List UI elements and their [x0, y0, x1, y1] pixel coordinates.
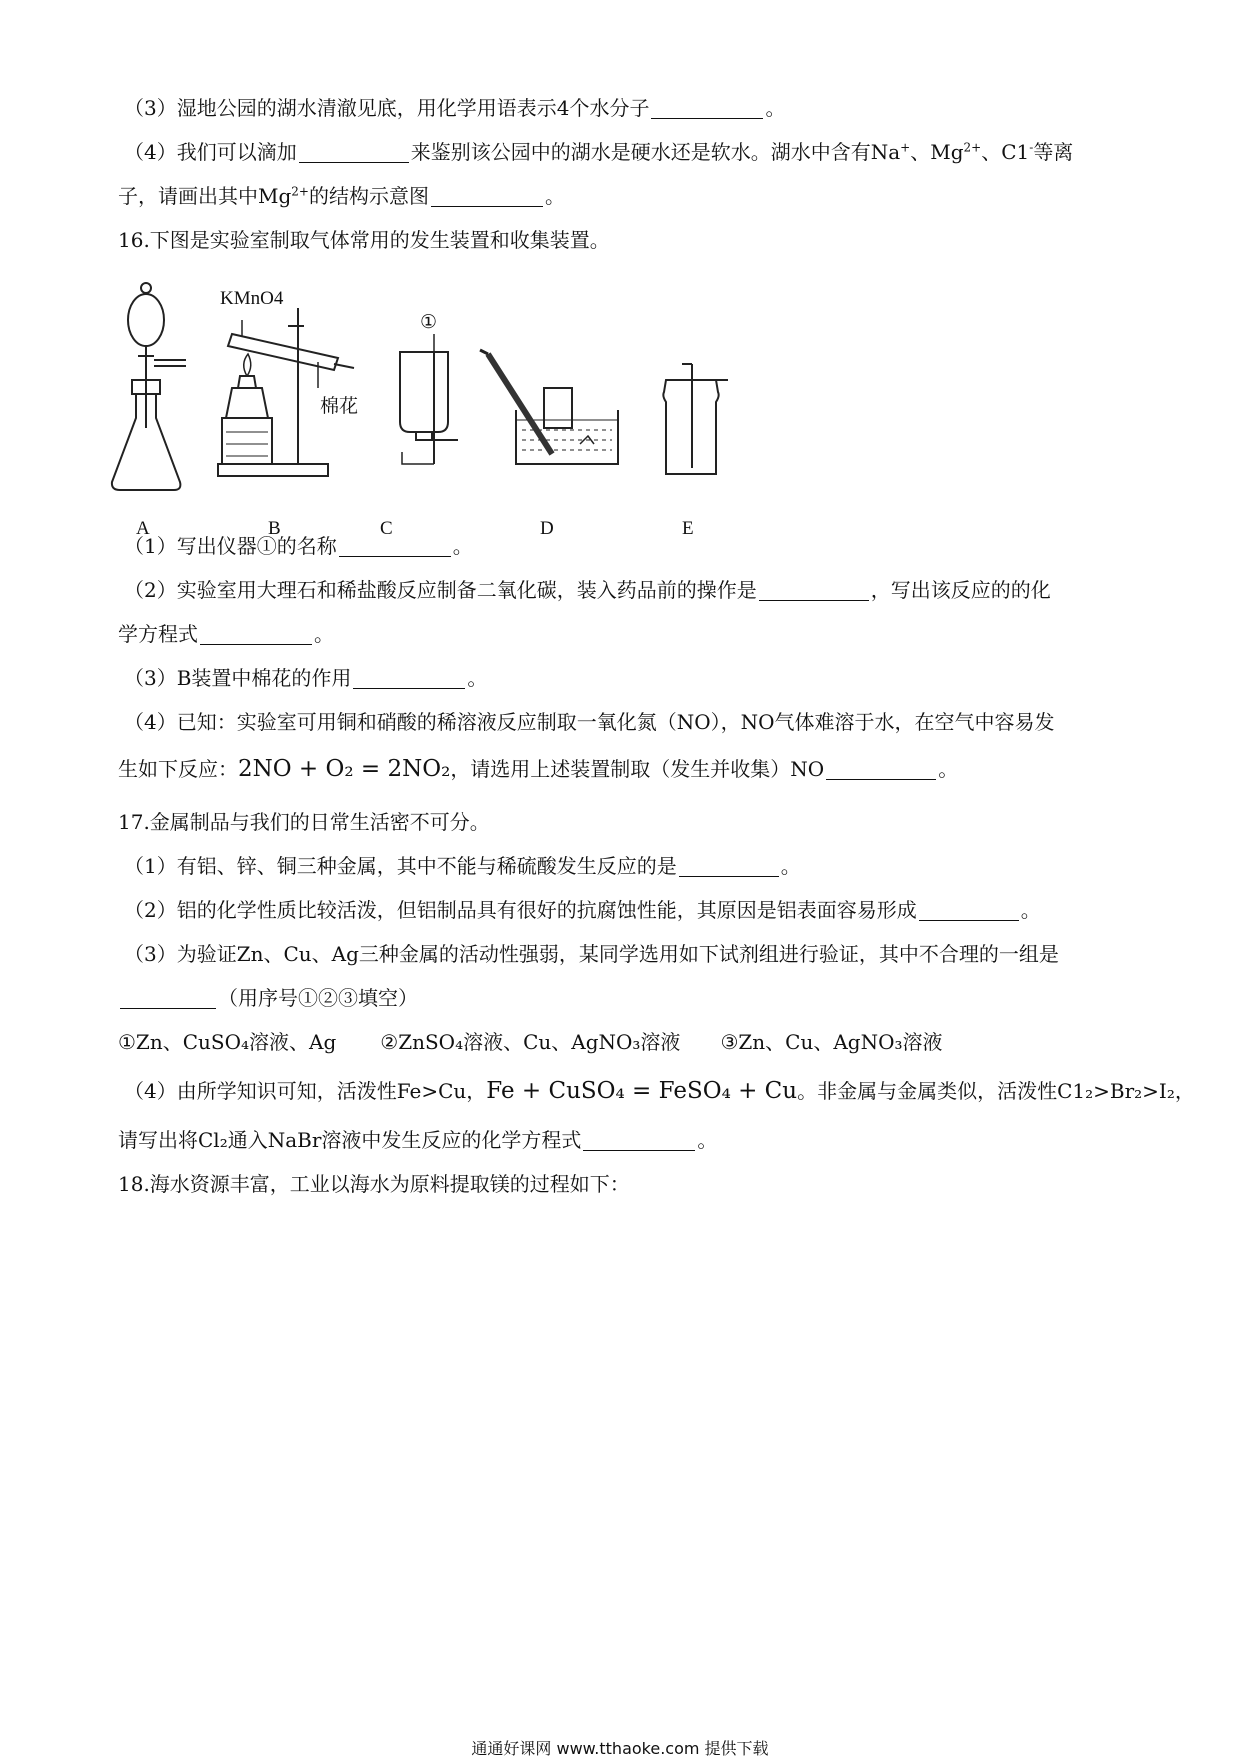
q16-part4-end: 。 [938, 757, 959, 781]
cotton-label: 棉花 [320, 396, 359, 417]
answer-blank[interactable] [299, 142, 409, 163]
kmno4-label: KMnO4 [220, 288, 284, 309]
q17-part4-end: 。 [697, 1128, 718, 1152]
apparatus-e [663, 364, 728, 474]
fe-cuso4-equation: Fe + CuSO₄ = FeSO₄ + Cu [486, 1078, 798, 1104]
ion-cl-charge: - [1029, 140, 1034, 155]
q17-part3-text: （用序号①②③填空） [218, 986, 418, 1010]
q16-part2-text-a: （2）实验室用大理石和稀盐酸反应制备二氧化碳，装入药品前的操作是 [124, 578, 757, 602]
ion-na: Na [870, 140, 901, 164]
label-e: E [682, 518, 694, 539]
option-2: ②ZnSO₄溶液、Cu、AgNO₃溶液 [380, 1030, 681, 1054]
q18-title: 18.海水资源丰富，工业以海水为原料提取镁的过程如下： [118, 1172, 630, 1196]
q16-part1-end: 。 [452, 534, 473, 558]
q17-part4-line1 [124, 1080, 1195, 1103]
apparatus-a [112, 283, 186, 490]
q15-part4-end: 。 [544, 184, 565, 208]
q16-part2-end: 。 [314, 622, 334, 646]
apparatus-b [218, 288, 358, 476]
q17-part1 [124, 856, 801, 877]
ion-cl: C1 [1001, 140, 1030, 164]
separator: 、 [981, 140, 1002, 164]
q16-part3-end: 。 [467, 666, 488, 690]
page-footer: 通通好课网 www.tthaoke.com 提供下载 [471, 1739, 769, 1758]
q16-part2-text-c: 学方程式 [118, 622, 198, 646]
answer-blank[interactable] [826, 759, 936, 780]
q16-part3 [124, 668, 487, 689]
q16-title: 16.下图是实验室制取气体常用的发生装置和收集装置。 [118, 228, 610, 252]
option-1: ①Zn、CuSO₄溶液、Ag [118, 1030, 337, 1054]
q15-part4-text-d: 子，请画出其中 [118, 184, 258, 208]
label-a: A [136, 518, 150, 539]
apparatus-c [400, 312, 458, 464]
q17-part3-line2 [118, 988, 418, 1009]
q17-part4-text-a: （4）由所学知识可知，活泼性Fe>Cu， [124, 1079, 487, 1103]
q17-part3-line1: （3）为验证Zn、Cu、Ag三种金属的活动性强弱，某同学选用如下试剂组进行验证，其中不合理的一组是 [124, 942, 1059, 966]
q16-part2-text-b: ，写出该反应的的化 [870, 578, 1051, 602]
q16-part2-line1 [124, 580, 1051, 601]
q17-title: 17.金属制品与我们的日常生活密不可分。 [118, 810, 490, 834]
q17-part2-text: （2）铝的化学性质比较活泼，但铝制品具有很好的抗腐蚀性能，其原因是铝表面容易形成 [124, 898, 917, 922]
answer-blank[interactable] [200, 624, 312, 645]
answer-blank[interactable] [583, 1130, 695, 1151]
q17-options [118, 1032, 943, 1052]
q16-part4-text-a: 生如下反应： [118, 757, 238, 781]
q15-part4-line2 [118, 186, 565, 207]
separator: 、 [910, 140, 931, 164]
answer-blank[interactable] [353, 668, 465, 689]
q16-part1 [124, 536, 473, 557]
ion-mg: Mg [930, 140, 964, 164]
answer-blank[interactable] [339, 536, 451, 557]
q15-part3-text: （3）湿地公园的湖水清澈见底，用化学用语表示4个水分子 [124, 96, 650, 120]
apparatus-d [480, 350, 618, 464]
q17-part2 [124, 900, 1041, 921]
q17-part1-text: （1）有铝、锌、铜三种金属，其中不能与稀硫酸发生反应的是 [124, 854, 677, 878]
q15-part3-end: 。 [765, 96, 786, 120]
q15-part4-text-b: 来鉴别该公园中的湖水是硬水还是软水。湖水中含有 [410, 140, 871, 164]
q17-part4-line2 [118, 1130, 717, 1151]
q16-part4-line2 [118, 758, 958, 781]
ion-mg-charge: 2+ [963, 140, 982, 155]
ion-mg: Mg [258, 184, 292, 208]
answer-blank[interactable] [431, 186, 543, 207]
answer-blank[interactable] [120, 988, 216, 1009]
q15-part4-text-e: 的结构示意图 [308, 184, 429, 208]
q17-part4-text-b: 。非金属与金属类似，活泼性C1₂>Br₂>I₂， [797, 1079, 1195, 1103]
q15-part4-text-c: 等离 [1033, 140, 1074, 164]
answer-blank[interactable] [651, 98, 763, 119]
ion-na-charge: + [900, 140, 911, 155]
answer-blank[interactable] [679, 856, 779, 877]
q17-part2-end: 。 [1020, 898, 1041, 922]
answer-blank[interactable] [759, 580, 869, 601]
option-3: ③Zn、Cu、AgNO₃溶液 [720, 1030, 943, 1054]
q16-part1-text: （1）写出仪器①的名称 [124, 534, 337, 558]
q17-part4-text-c: 请写出将Cl₂通入NaBr溶液中发生反应的化学方程式 [118, 1128, 582, 1152]
q16-part4-line1: （4）已知：实验室可用铜和硝酸的稀溶液反应制取一氧化氮（NO），NO气体难溶于水，在空气中容易发 [124, 710, 1055, 734]
answer-blank[interactable] [919, 900, 1019, 921]
ion-mg-charge: 2+ [291, 184, 309, 199]
label-c: C [380, 518, 393, 539]
label-d: D [540, 518, 554, 539]
q15-part3 [124, 98, 785, 119]
instrument-1-label: ① [420, 312, 438, 333]
q16-part2-line2 [118, 624, 334, 645]
q16-part4-text-b: ，请选用上述装置制取（发生并收集）NO [450, 757, 825, 781]
apparatus-figure [108, 268, 848, 570]
no-oxidation-equation: 2NO + O₂ = 2NO₂ [238, 756, 451, 782]
q15-part4-text-a: （4）我们可以滴加 [124, 140, 297, 164]
label-b: B [268, 518, 281, 539]
q16-part3-text: （3）B装置中棉花的作用 [124, 666, 352, 690]
q17-part1-end: 。 [780, 854, 801, 878]
q15-part4-line1 [124, 142, 1073, 163]
